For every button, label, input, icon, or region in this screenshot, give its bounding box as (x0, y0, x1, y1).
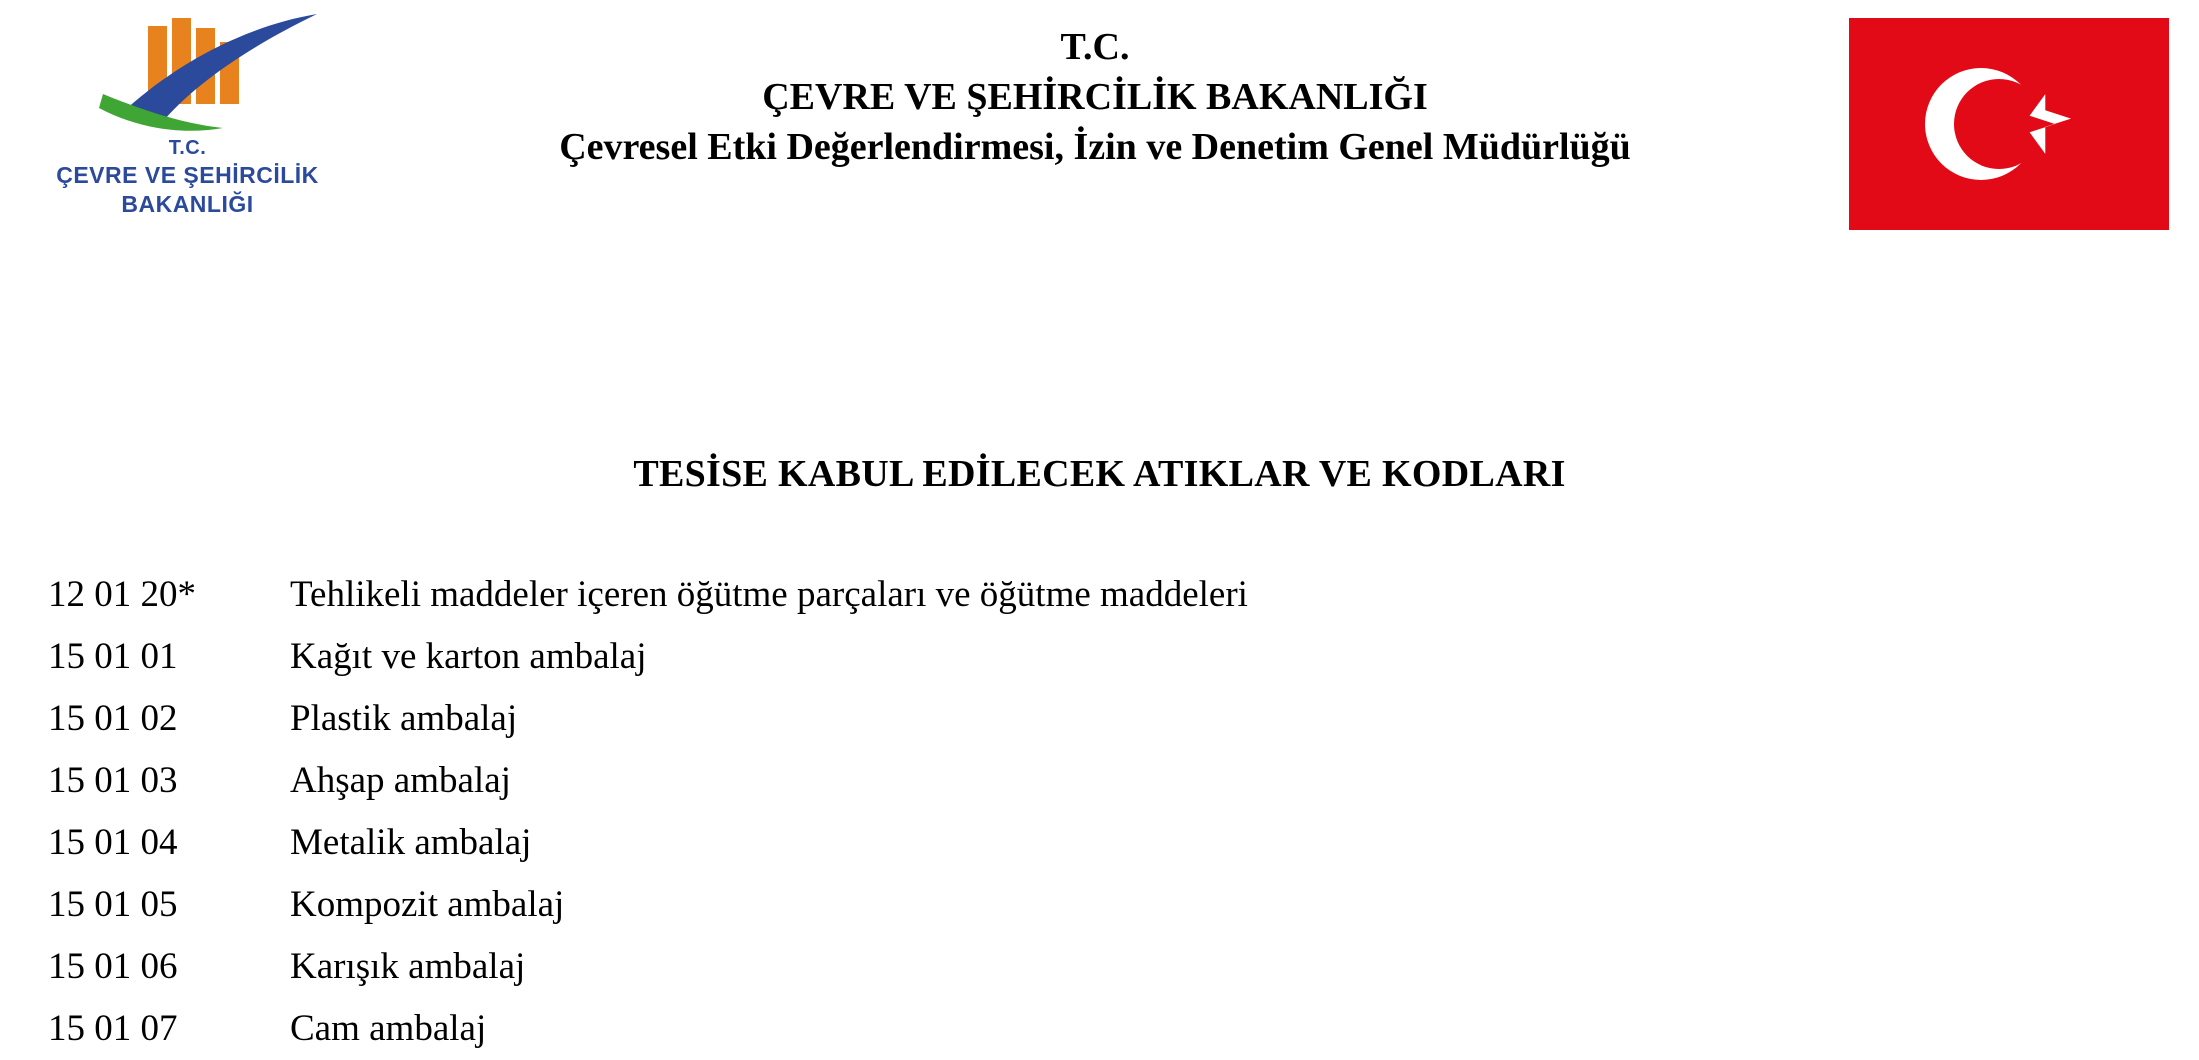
list-item (48, 936, 2148, 998)
waste-description: Cam ambalaj (290, 1008, 487, 1049)
waste-code: 15 01 05 (48, 884, 178, 925)
waste-code: 15 01 06 (48, 946, 178, 987)
waste-code: 15 01 02 (48, 698, 178, 739)
waste-description: Plastik ambalaj (290, 698, 518, 739)
document-header (0, 0, 2199, 250)
waste-code-list (48, 564, 2148, 1060)
list-item (48, 750, 2148, 812)
logo-text-line1: T.C. (168, 137, 207, 159)
turkish-flag-icon (1849, 18, 2169, 230)
waste-description: Kağıt ve karton ambalaj (290, 636, 647, 677)
waste-description: Tehlikeli maddeler içeren öğütme parçaları ve öğütme maddeleri (290, 574, 1248, 615)
waste-code: 15 01 04 (48, 822, 178, 863)
ministry-logo-mark (55, 8, 365, 148)
waste-code: 12 01 20* (48, 574, 196, 615)
header-title-line2: ÇEVRE VE ŞEHİRCİLİK BAKANLIĞI (762, 76, 1428, 119)
list-item (48, 812, 2148, 874)
waste-code: 15 01 03 (48, 760, 178, 801)
list-item (48, 564, 2148, 626)
list-item (48, 688, 2148, 750)
turkish-flag (1849, 18, 2169, 230)
list-item (48, 626, 2148, 688)
page-title: TESİSE KABUL EDİLECEK ATIKLAR VE KODLARI (633, 453, 1566, 495)
header-title-block (370, 22, 1820, 172)
logo-text-line2: ÇEVRE VE ŞEHİRCİLİK (56, 162, 319, 188)
ministry-logo-text (55, 136, 320, 219)
waste-description: Ahşap ambalaj (290, 760, 511, 801)
waste-code: 15 01 01 (48, 636, 178, 677)
header-title-line3: Çevresel Etki Değerlendirmesi, İzin ve Denetim Genel Müdürlüğü (559, 126, 1631, 169)
waste-code: 15 01 07 (48, 1008, 178, 1049)
waste-description: Metalik ambalaj (290, 822, 532, 863)
list-item (48, 998, 2148, 1060)
waste-description: Karışık ambalaj (290, 946, 526, 987)
ministry-logo (55, 8, 365, 238)
waste-description: Kompozit ambalaj (290, 884, 565, 925)
header-title-line1: T.C. (1060, 26, 1130, 68)
logo-text-line3: BAKANLIĞI (121, 190, 254, 217)
list-item (48, 874, 2148, 936)
